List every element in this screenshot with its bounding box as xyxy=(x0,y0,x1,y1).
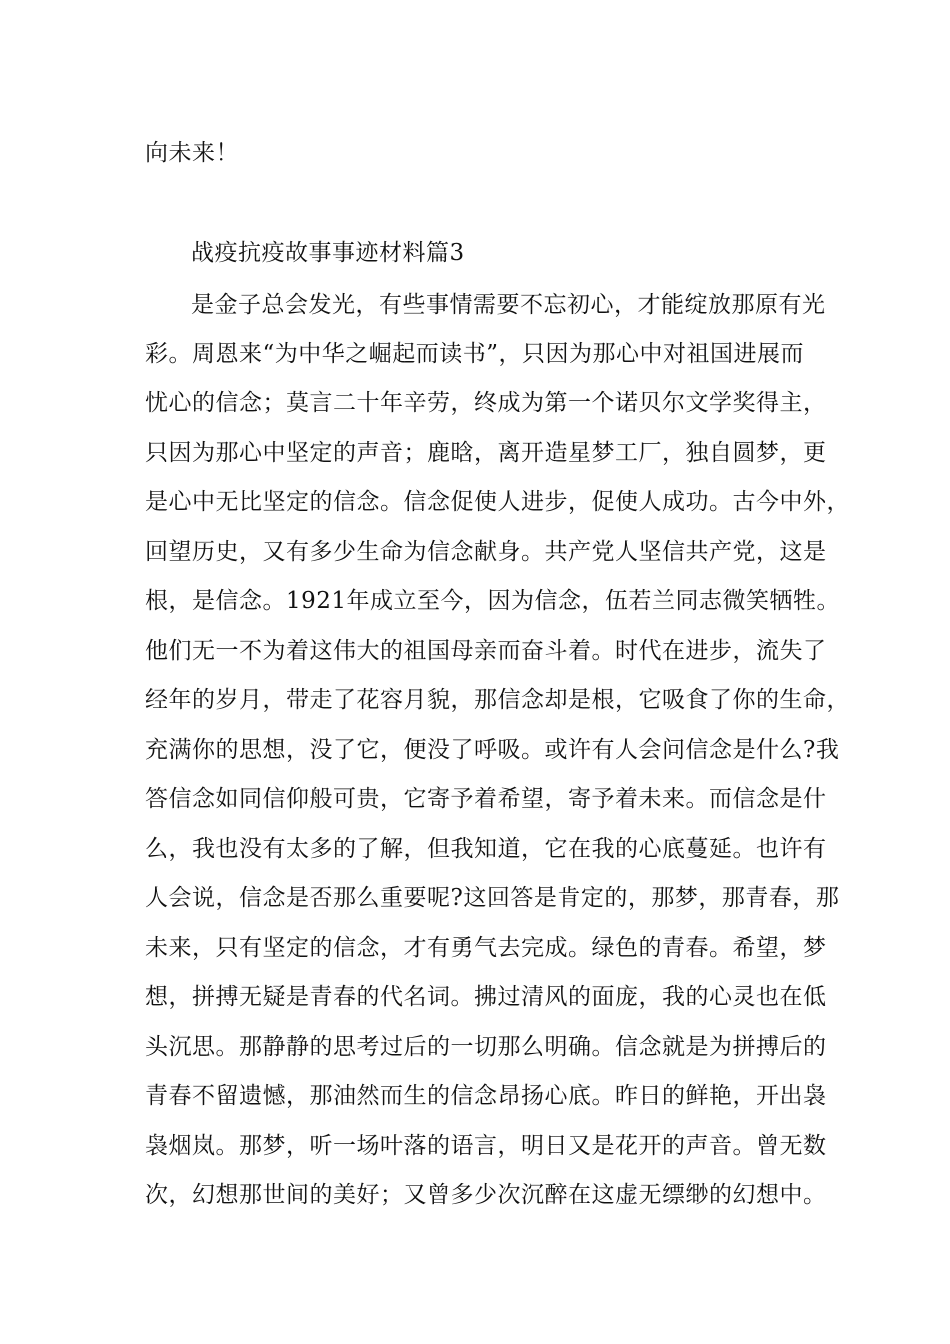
paragraph-line: 是金子总会发光，有些事情需要不忘初心，才能绽放那原有光 xyxy=(191,292,826,318)
paragraph-line: 次，幻想那世间的美好；又曾多少次沉醉在这虚无缥缈的幻想中。 xyxy=(145,1182,827,1208)
paragraph-line: 青春不留遗憾，那油然而生的信念昂扬心底。昨日的鲜艳，开出袅 xyxy=(145,1083,827,1109)
paragraph-line: 么，我也没有太多的了解，但我知道，它在我的心底蔓延。也许有 xyxy=(145,836,827,862)
paragraph-line: 他们无一不为着这伟大的祖国母亲而奋斗着。时代在进步，流失了 xyxy=(145,638,827,664)
paragraph-line: 彩。周恩来“为中华之崛起而读书”，只因为那心中对祖国进展而 xyxy=(145,341,805,367)
paragraph-line: 经年的岁月，带走了花容月貌，那信念却是根，它吸食了你的生命， xyxy=(145,687,850,713)
paragraph-line: 回望历史，又有多少生命为信念献身。共产党人坚信共产党，这是 xyxy=(145,539,827,565)
paragraph-line: 袅烟岚。那梦，听一场叶落的语言，明日又是花开的声音。曾无数 xyxy=(145,1133,827,1159)
section-title: 战疫抗疫故事事迹材料篇3 xyxy=(191,240,465,266)
continuation-line: 向未来！ xyxy=(145,140,239,166)
paragraph-line: 头沉思。那静静的思考过后的一切那么明确。信念就是为拼搏后的 xyxy=(145,1034,827,1060)
paragraph-line: 未来，只有坚定的信念，才有勇气去完成。绿色的青春。希望，梦 xyxy=(145,935,827,961)
paragraph-line: 答信念如同信仰般可贵，它寄予着希望，寄予着未来。而信念是什 xyxy=(145,786,827,812)
paragraph-line: 忧心的信念；莫言二十年辛劳，终成为第一个诺贝尔文学奖得主， xyxy=(145,390,827,416)
paragraph-line: 想，拼搏无疑是青春的代名词。拂过清风的面庞，我的心灵也在低 xyxy=(145,984,827,1010)
paragraph-line: 只因为那心中坚定的声音；鹿晗，离开造星梦工厂，独自圆梦，更 xyxy=(145,440,827,466)
paragraph-line: 是心中无比坚定的信念。信念促使人进步，促使人成功。古今中外， xyxy=(145,489,850,515)
paragraph-line: 根，是信念。1921年成立至今，因为信念，伍若兰同志微笑牺牲。 xyxy=(145,588,841,614)
paragraph-line: 充满你的思想，没了它，便没了呼吸。或许有人会问信念是什么?我 xyxy=(145,737,840,763)
paragraph-line: 人会说，信念是否那么重要呢?这回答是肯定的，那梦，那青春，那 xyxy=(145,885,840,911)
